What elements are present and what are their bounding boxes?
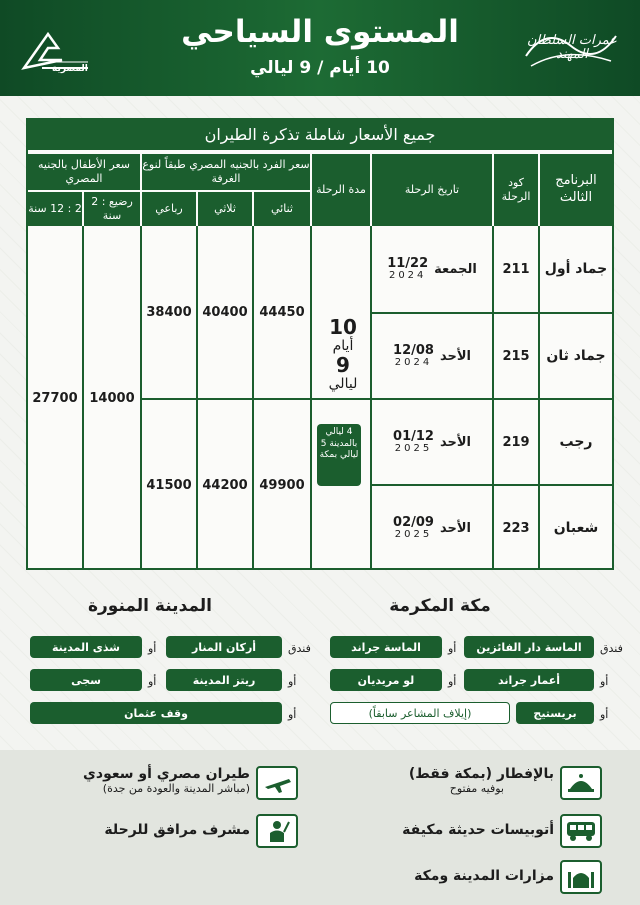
price-table <box>26 118 614 570</box>
feature-buses: أتوبيسات حديثة مكيفة <box>402 822 554 838</box>
or-label: أو <box>148 675 157 688</box>
makkah-hotel-label: فندق <box>600 642 623 655</box>
mosque-icon <box>560 860 602 894</box>
price-child: 27700 <box>32 390 78 406</box>
price-infant: 14000 <box>89 390 135 406</box>
row-2-code: 215 <box>502 348 530 364</box>
row-3-program: رجب <box>559 434 593 450</box>
feature-visits: مزارات المدينة ومكة <box>414 868 554 884</box>
makkah-hotel-2: الماسة جراند <box>330 636 442 658</box>
header-children: سعر الأطفال بالجنيه المصري <box>28 154 140 190</box>
header-banner <box>0 0 640 96</box>
header-child: 2 : 12 سنة <box>28 192 82 226</box>
or-label: أو <box>600 675 609 688</box>
feature-supervisor: مشرف مرافق للرحلة <box>104 822 250 838</box>
brand-calligraphy-logo: عمرات السلطان المهند <box>516 16 626 82</box>
makkah-hotel-5-note: (إيلاف المشاعر سابقاً) <box>330 702 510 724</box>
price-triple-1: 40400 <box>202 304 248 320</box>
feature-breakfast: بالإفطار (بمكة فقط) بوفيه مفتوح <box>408 766 554 795</box>
row-2-program: جماد ثان <box>546 348 606 364</box>
makkah-hotel-3: أعمار جراند <box>464 669 594 691</box>
makkah-hotel-5: بريستيج <box>516 702 594 724</box>
makkah-hotel-4: لو مريديان <box>330 669 442 691</box>
feature-flight: طيران مصري أو سعودي (مباشر المدينة والعودة من جدة) <box>83 766 250 795</box>
header-quad: رباعي <box>142 192 196 226</box>
row-4-program: شعبان <box>553 520 599 536</box>
company-logo: المصرية <box>18 24 98 80</box>
madinah-hotel-5: وقف عثمان <box>30 702 282 724</box>
stay-split-badge: 4 ليالي بالمدينة 5 ليالي بمكة <box>317 424 361 486</box>
duration-cell: 10 أيام 9 ليالي <box>328 315 358 392</box>
header-code: كود الرحلة <box>494 154 538 226</box>
madinah-hotel-1: أركان المنار <box>166 636 282 658</box>
madinah-title: المدينة المنورة <box>87 596 212 616</box>
madinah-hotel-4: سجى <box>30 669 142 691</box>
price-quad-2: 41500 <box>146 477 192 493</box>
page-title: المستوى السياحي <box>181 14 459 50</box>
header-triple: ثلاثي <box>198 192 252 226</box>
makkah-title: مكة المكرمة <box>389 596 491 616</box>
page-subtitle: 10 أيام / 9 ليالي <box>250 58 390 78</box>
or-label: أو <box>600 708 609 721</box>
row-1-program: جماد أول <box>544 261 608 277</box>
row-1-date: الجمعة 11/22 2024 <box>387 255 477 281</box>
header-adult-price: سعر الفرد بالجنيه المصري طبقاً لنوع الغرفة <box>142 154 310 190</box>
row-4-date: الأحد 02/09 2025 <box>393 514 471 540</box>
or-label: أو <box>288 675 297 688</box>
price-triple-2: 44200 <box>202 477 248 493</box>
airplane-icon <box>256 766 298 800</box>
madinah-hotel-label: فندق <box>288 642 311 655</box>
makkah-hotel-1: الماسة دار الفائزين <box>464 636 594 658</box>
or-label: أو <box>448 642 457 655</box>
row-1-code: 211 <box>502 261 530 277</box>
header-program: البرنامج الثالث <box>540 154 612 226</box>
or-label: أو <box>148 642 157 655</box>
or-label: أو <box>448 675 457 688</box>
price-double-1: 44450 <box>259 304 305 320</box>
row-3-date: الأحد 01/12 2025 <box>393 428 471 454</box>
bus-icon <box>560 814 602 848</box>
row-4-code: 223 <box>502 520 530 536</box>
or-label: أو <box>288 708 297 721</box>
header-infant: رضيع : 2 سنة <box>84 192 140 226</box>
madinah-hotel-3: ريتز المدينة <box>166 669 282 691</box>
header-date: تاريخ الرحلة <box>372 154 492 226</box>
supervisor-icon <box>256 814 298 848</box>
price-double-2: 49900 <box>259 477 305 493</box>
madinah-hotel-2: شذى المدينة <box>30 636 142 658</box>
table-title: جميع الأسعار شاملة تذكرة الطيران <box>28 120 612 150</box>
row-2-date: الأحد 12/08 2024 <box>393 342 471 368</box>
price-quad-1: 38400 <box>146 304 192 320</box>
header-duration: مدة الرحلة <box>312 154 370 226</box>
row-3-code: 219 <box>502 434 530 450</box>
breakfast-icon <box>560 766 602 800</box>
header-double: ثنائي <box>254 192 310 226</box>
